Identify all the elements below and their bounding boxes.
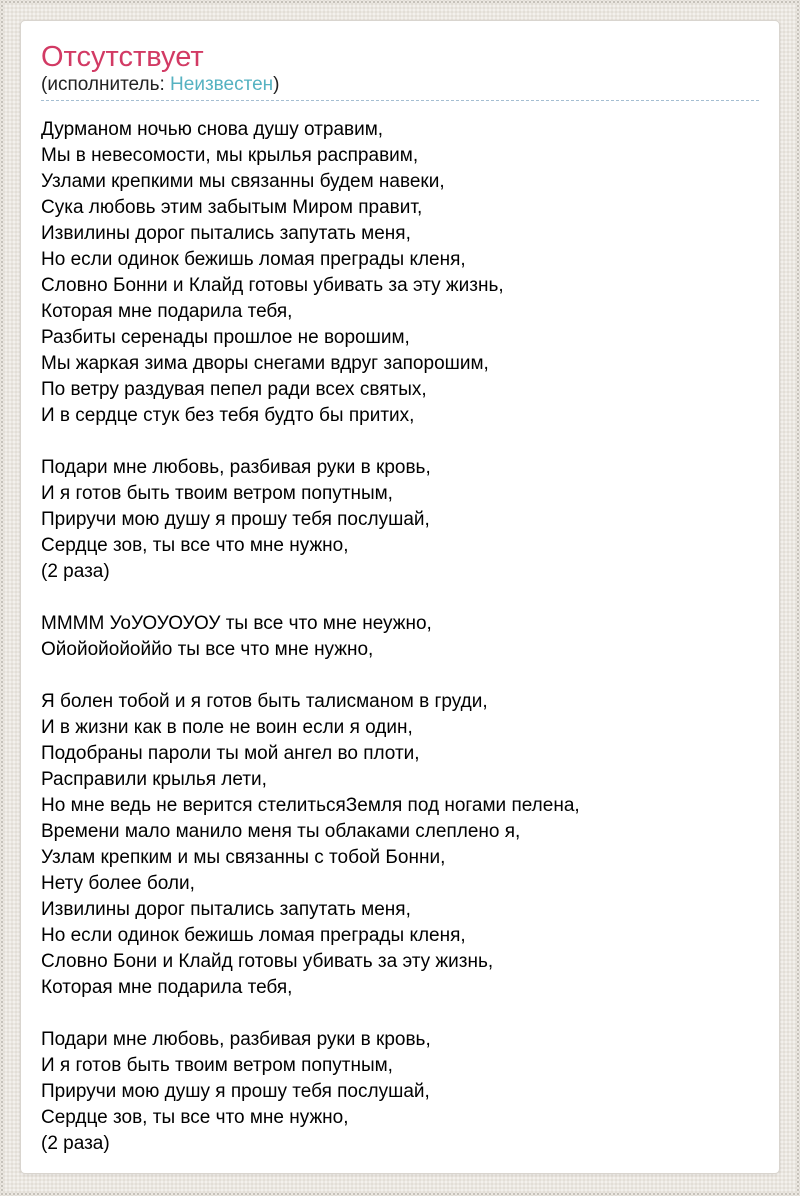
- stanza: [41, 689, 759, 1001]
- lyric-line: Подари мне любовь, разбивая руки в кровь,: [41, 1029, 431, 1050]
- artist-link[interactable]: Неизвестен: [170, 74, 274, 95]
- lyric-line: (2 раза): [41, 1133, 110, 1154]
- lyric-line: И в жизни как в поле не воин если я один,: [41, 717, 413, 738]
- lyric-line: Словно Бони и Клайд готовы убивать за эту жизнь,: [41, 951, 494, 972]
- lyric-line: Приручи мою душу я прошу тебя послушай,: [41, 1081, 430, 1102]
- lyric-line: Но если одинок бежишь ломая преграды кленя,: [41, 925, 466, 946]
- lyric-line: И в сердце стук без тебя будто бы притих,: [41, 405, 415, 426]
- lyrics-text: [41, 117, 759, 1157]
- artist-line: [41, 75, 759, 95]
- lyric-line: Но если одинок бежишь ломая преграды кленя,: [41, 249, 466, 270]
- stanza: [41, 611, 759, 663]
- lyric-line: Я болен тобой и я готов быть талисманом в груди,: [41, 691, 488, 712]
- lyric-line: Мы в невесомости, мы крылья расправим,: [41, 145, 419, 166]
- lyric-line: Словно Бонни и Клайд готовы убивать за эту жизнь,: [41, 275, 504, 296]
- lyric-line: Сердце зов, ты все что мне нужно,: [41, 1107, 349, 1128]
- lyric-line: По ветру раздувая пепел ради всех святых,: [41, 379, 427, 400]
- lyric-line: Времени мало манило меня ты облаками слеплено я,: [41, 821, 521, 842]
- lyric-line: Сердце зов, ты все что мне нужно,: [41, 535, 349, 556]
- lyric-line: Приручи мою душу я прошу тебя послушай,: [41, 509, 430, 530]
- artist-prefix: (исполнитель:: [41, 74, 171, 95]
- lyric-line: ММММ УоУОУОУОУ ты все что мне неужно,: [41, 613, 432, 634]
- lyric-line: Но мне ведь не верится стелитьсяЗемля под ногами пелена,: [41, 795, 580, 816]
- stanza: [41, 455, 759, 585]
- lyric-line: Узлам крепким и мы связанны с тобой Бонни,: [41, 847, 446, 868]
- lyric-line: Узлами крепкими мы связанны будем навеки,: [41, 171, 445, 192]
- lyric-line: Подобраны пароли ты мой ангел во плоти,: [41, 743, 420, 764]
- lyric-line: Извилины дорог пытались запутать меня,: [41, 223, 411, 244]
- lyric-line: Мы жаркая зима дворы снегами вдруг запорошим,: [41, 353, 489, 374]
- song-title: Отсутствует: [41, 41, 204, 73]
- lyric-line: Извилины дорог пытались запутать меня,: [41, 899, 411, 920]
- lyric-line: Которая мне подарила тебя,: [41, 977, 293, 998]
- artist-suffix: ): [273, 74, 280, 95]
- lyric-line: И я готов быть твоим ветром попутным,: [41, 483, 393, 504]
- stanza: [41, 117, 759, 429]
- lyric-line: (2 раза): [41, 561, 110, 582]
- lyrics-card: [20, 20, 780, 1174]
- lyric-line: Расправили крылья лети,: [41, 769, 267, 790]
- lyric-line: Сука любовь этим забытым Миром правит,: [41, 197, 423, 218]
- lyric-line: Разбиты серенады прошлое не ворошим,: [41, 327, 410, 348]
- lyric-line: Ойойойойоййо ты все что мне нужно,: [41, 639, 374, 660]
- lyric-line: И я готов быть твоим ветром попутным,: [41, 1055, 393, 1076]
- lyric-line: Дурманом ночью снова душу отравим,: [41, 119, 384, 140]
- stanza: [41, 1027, 759, 1157]
- lyric-line: Нету более боли,: [41, 873, 195, 894]
- lyric-line: Подари мне любовь, разбивая руки в кровь,: [41, 457, 431, 478]
- song-header: [41, 42, 759, 101]
- lyric-line: Которая мне подарила тебя,: [41, 301, 293, 322]
